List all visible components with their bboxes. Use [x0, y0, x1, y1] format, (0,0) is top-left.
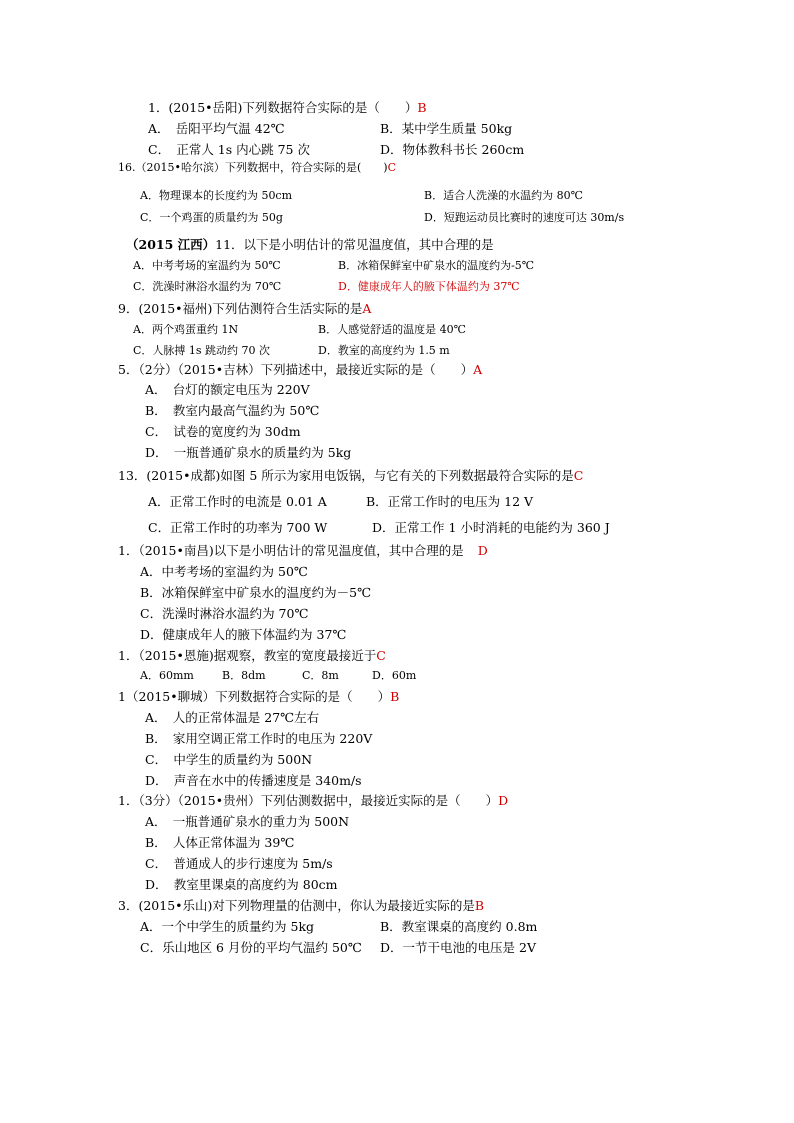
option-b: B．正常工作时的电压为 12 V [366, 494, 534, 509]
answer-key: C [573, 468, 584, 483]
question-9-stem: 1（2015•聊城）下列数据符合实际的是（ ）B [118, 689, 400, 704]
option-c: C．洗澡时淋浴水温约为 70℃ [140, 606, 309, 621]
question-11-stem: 3．(2015•乐山)对下列物理量的估测中，你认为最接近实际的是B [118, 898, 485, 913]
option-b: B． 教室内最高气温约为 50℃ [145, 403, 320, 418]
option-a: A．两个鸡蛋重约 1N [133, 323, 239, 336]
option-b: B．冰箱保鲜室中矿泉水的温度约为－5℃ [140, 585, 372, 600]
question-1-stem: 1．(2015•岳阳)下列数据符合实际的是（ ）B [148, 100, 427, 115]
option-d: D．60m [372, 669, 417, 682]
option-a: A．一个中学生的质量约为 5kg [140, 919, 315, 934]
option-d: D．一节干电池的电压是 2V [380, 940, 536, 955]
option-a: A． 人的正常体温是 27℃左右 [145, 710, 320, 725]
option-c: C． 普通成人的步行速度为 5m/s [145, 856, 333, 871]
option-b: B．教室课桌的高度约 0.8m [380, 919, 538, 934]
option-d: D．短跑运动员比赛时的速度可达 30m/s [424, 211, 625, 224]
option-a: A． 台灯的额定电压为 220V [145, 382, 310, 397]
option-a: A．60mm [140, 669, 194, 682]
option-c: C．正常工作时的功率为 700 W [148, 520, 328, 535]
option-a: A．正常工作时的电流是 0.01 A [148, 494, 327, 509]
option-b: B． 家用空调正常工作时的电压为 220V [145, 731, 373, 746]
option-b: B．适合人洗澡的水温约为 80℃ [424, 189, 583, 202]
option-d: D．正常工作 1 小时消耗的电能约为 360 J [372, 520, 610, 535]
option-d: D． 教室里课桌的高度约为 80cm [145, 877, 338, 892]
source-tag: （2015 江西） [126, 237, 216, 252]
option-c: C．人脉搏 1s 跳动约 70 次 [133, 344, 271, 357]
question-7-stem: 1．（2015•南昌)以下是小明估计的常见温度值，其中合理的是 D [118, 543, 488, 558]
option-c: C． 正常人 1s 内心跳 75 次 [148, 142, 310, 157]
option-a: A． 岳阳平均气温 42℃ [148, 121, 285, 136]
option-c: C．洗澡时淋浴水温约为 70℃ [133, 280, 282, 293]
option-a: A．中考考场的室温约为 50℃ [133, 259, 281, 272]
option-c: C．8m [302, 669, 339, 682]
question-6-stem: 13．(2015•成都)如图 5 所示为家用电饭锅，与它有关的下列数据最符合实际的是C [118, 468, 584, 483]
question-8-stem: 1．（2015•恩施)据观察，教室的宽度最接近于C [118, 648, 386, 663]
question-3-stem: （2015 江西）11．以下是小明估计的常见温度值，其中合理的是 [126, 237, 494, 252]
option-b: B． 人体正常体温为 39℃ [145, 835, 295, 850]
question-2-stem: 16.（2015•哈尔滨）下列数据中，符合实际的是( )C [118, 161, 396, 174]
option-b: B．冰箱保鲜室中矿泉水的温度约为-5℃ [338, 259, 535, 272]
answer-key: A [362, 301, 372, 316]
option-d: D． 一瓶普通矿泉水的质量约为 5kg [145, 445, 352, 460]
option-b: B．人感觉舒适的温度是 40℃ [318, 323, 466, 336]
question-4-stem: 9．(2015•福州)下列估测符合生活实际的是A [118, 301, 372, 316]
option-c: C．乐山地区 6 月份的平均气温约 50℃ [140, 940, 362, 955]
answer-key: B [390, 689, 400, 704]
answer-key: B [474, 898, 485, 913]
option-d: D． 声音在水中的传播速度是 340m/s [145, 773, 362, 788]
option-d: D．教室的高度约为 1.5 m [318, 344, 450, 357]
option-b: B．8dm [222, 669, 266, 682]
answer-key: A [473, 362, 483, 377]
option-a: A． 一瓶普通矿泉水的重力为 500N [145, 814, 350, 829]
answer-key: B [417, 100, 427, 115]
option-c: C．一个鸡蛋的质量约为 50g [140, 211, 283, 224]
answer-key: D [498, 793, 509, 808]
option-b: B．某中学生质量 50kg [380, 121, 513, 136]
answer-key: C [387, 161, 396, 174]
option-c: C． 中学生的质量约为 500N [145, 752, 313, 767]
question-5-stem: 5．（2分）（2015•吉林）下列描述中，最接近实际的是（ ）A [118, 362, 483, 377]
question-10-stem: 1．（3分）（2015•贵州）下列估测数据中，最接近实际的是（ ）D [118, 793, 509, 808]
answer-key: D [477, 543, 488, 558]
option-d: D．物体教科书长 260cm [380, 142, 525, 157]
option-d: D．健康成年人的腋下体温约为 37℃ [140, 627, 347, 642]
answer-key: C [376, 648, 386, 663]
option-a: A．物理课本的长度约为 50cm [140, 189, 293, 202]
option-c: C． 试卷的宽度约为 30dm [145, 424, 301, 439]
option-a: A．中考考场的室温约为 50℃ [140, 564, 308, 579]
option-d-correct: D．健康成年人的腋下体温约为 37℃ [338, 280, 520, 293]
